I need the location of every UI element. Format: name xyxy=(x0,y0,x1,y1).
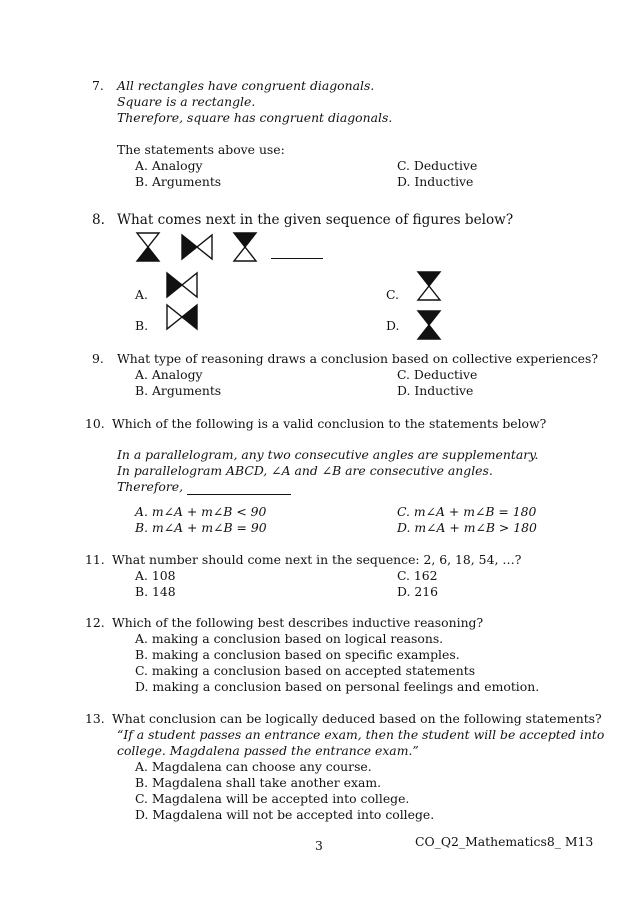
q12-choice-d[interactable]: D. making a conclusion based on personal feelings and emotion. xyxy=(135,679,540,694)
q7-conclusion: Therefore, square has congruent diagonals. xyxy=(117,110,393,125)
q10-choice-c[interactable]: C. m∠A + m∠B = 180 xyxy=(397,504,537,519)
q9-choice-d[interactable]: D. Inductive xyxy=(397,383,474,398)
q8-choice-b-figure[interactable] xyxy=(167,305,197,329)
q13-number: 13. xyxy=(85,711,105,726)
q9-choice-c[interactable]: C. Deductive xyxy=(397,367,478,382)
sequence-answer-blank xyxy=(271,244,323,259)
q13-prompt: What conclusion can be logically deduced based on the following statements? xyxy=(112,711,602,726)
sequence-figure-2 xyxy=(182,235,212,259)
q8-choice-c-figure[interactable] xyxy=(418,272,440,300)
q9-choice-a[interactable]: A. Analogy xyxy=(135,367,203,382)
q10-number: 10. xyxy=(85,416,105,431)
q13-choice-d[interactable]: D. Magdalena will not be accepted into college. xyxy=(135,807,435,822)
q10-statement-2: In parallelogram ABCD, ∠A and ∠B are consecutive angles. xyxy=(117,463,493,478)
q13-choice-a[interactable]: A. Magdalena can choose any course. xyxy=(135,759,372,774)
q10-statement-3 xyxy=(117,479,291,495)
q7-choice-d[interactable]: D. Inductive xyxy=(397,174,474,189)
q13-choice-c[interactable]: C. Magdalena will be accepted into college. xyxy=(135,791,410,806)
q11-choice-a[interactable]: A. 108 xyxy=(135,568,176,583)
module-code: CO_Q2_Mathematics8_ M13 xyxy=(415,834,594,849)
q8-choice-a-figure[interactable] xyxy=(167,273,197,297)
q10-choice-b[interactable]: B. m∠A + m∠B = 90 xyxy=(135,520,267,535)
q9-choice-b[interactable]: B. Arguments xyxy=(135,383,222,398)
q7-choice-c[interactable]: C. Deductive xyxy=(397,158,478,173)
q8-choice-d-label[interactable]: D. xyxy=(386,318,400,333)
q7-choice-b[interactable]: B. Arguments xyxy=(135,174,222,189)
q10-answer-blank xyxy=(187,482,291,495)
q7-prompt: The statements above use: xyxy=(117,142,285,157)
q10-prompt: Which of the following is a valid conclusion to the statements below? xyxy=(112,416,547,431)
q11-prompt: What number should come next in the sequence: 2, 6, 18, 54, …? xyxy=(112,552,522,567)
q13-quote-line-2: college. Magdalena passed the entrance exam.” xyxy=(117,743,419,758)
q10-therefore: Therefore, xyxy=(117,479,184,494)
q8-choice-c-label[interactable]: C. xyxy=(386,287,399,302)
q7-choice-a[interactable]: A. Analogy xyxy=(135,158,203,173)
q12-number: 12. xyxy=(85,615,105,630)
q7-number: 7. xyxy=(92,78,104,93)
q9-number: 9. xyxy=(92,351,104,366)
q8-choice-d-figure[interactable] xyxy=(418,311,440,339)
q10-statement-1: In a parallelogram, any two consecutive angles are supplementary. xyxy=(117,447,539,462)
q11-choice-c[interactable]: C. 162 xyxy=(397,568,438,583)
q8-number: 8. xyxy=(92,212,105,228)
q12-choice-a[interactable]: A. making a conclusion based on logical reasons. xyxy=(135,631,444,646)
q10-choice-a[interactable]: A. m∠A + m∠B < 90 xyxy=(135,504,267,519)
q13-quote-line-1: “If a student passes an entrance exam, then the student will be accepted into xyxy=(117,727,605,742)
q12-prompt: Which of the following best describes inductive reasoning? xyxy=(112,615,484,630)
q7-premise-1: All rectangles have congruent diagonals. xyxy=(117,78,375,93)
q9-prompt: What type of reasoning draws a conclusion based on collective experiences? xyxy=(117,351,599,366)
q8-choice-b-label[interactable]: B. xyxy=(135,318,149,333)
q13-choice-b[interactable]: B. Magdalena shall take another exam. xyxy=(135,775,382,790)
page-number: 3 xyxy=(315,838,323,853)
q7-premise-2: Square is a rectangle. xyxy=(117,94,256,109)
q11-number: 11. xyxy=(85,552,105,567)
sequence-figure-1 xyxy=(137,233,159,261)
q11-choice-b[interactable]: B. 148 xyxy=(135,584,176,599)
q8-prompt: What comes next in the given sequence of figures below? xyxy=(117,212,514,228)
q12-choice-b[interactable]: B. making a conclusion based on specific examples. xyxy=(135,647,460,662)
q11-choice-d[interactable]: D. 216 xyxy=(397,584,439,599)
q8-choice-a-label[interactable]: A. xyxy=(135,287,148,302)
q10-choice-d[interactable]: D. m∠A + m∠B > 180 xyxy=(397,520,537,535)
sequence-figure-3 xyxy=(234,233,256,261)
q12-choice-c[interactable]: C. making a conclusion based on accepted statements xyxy=(135,663,476,678)
